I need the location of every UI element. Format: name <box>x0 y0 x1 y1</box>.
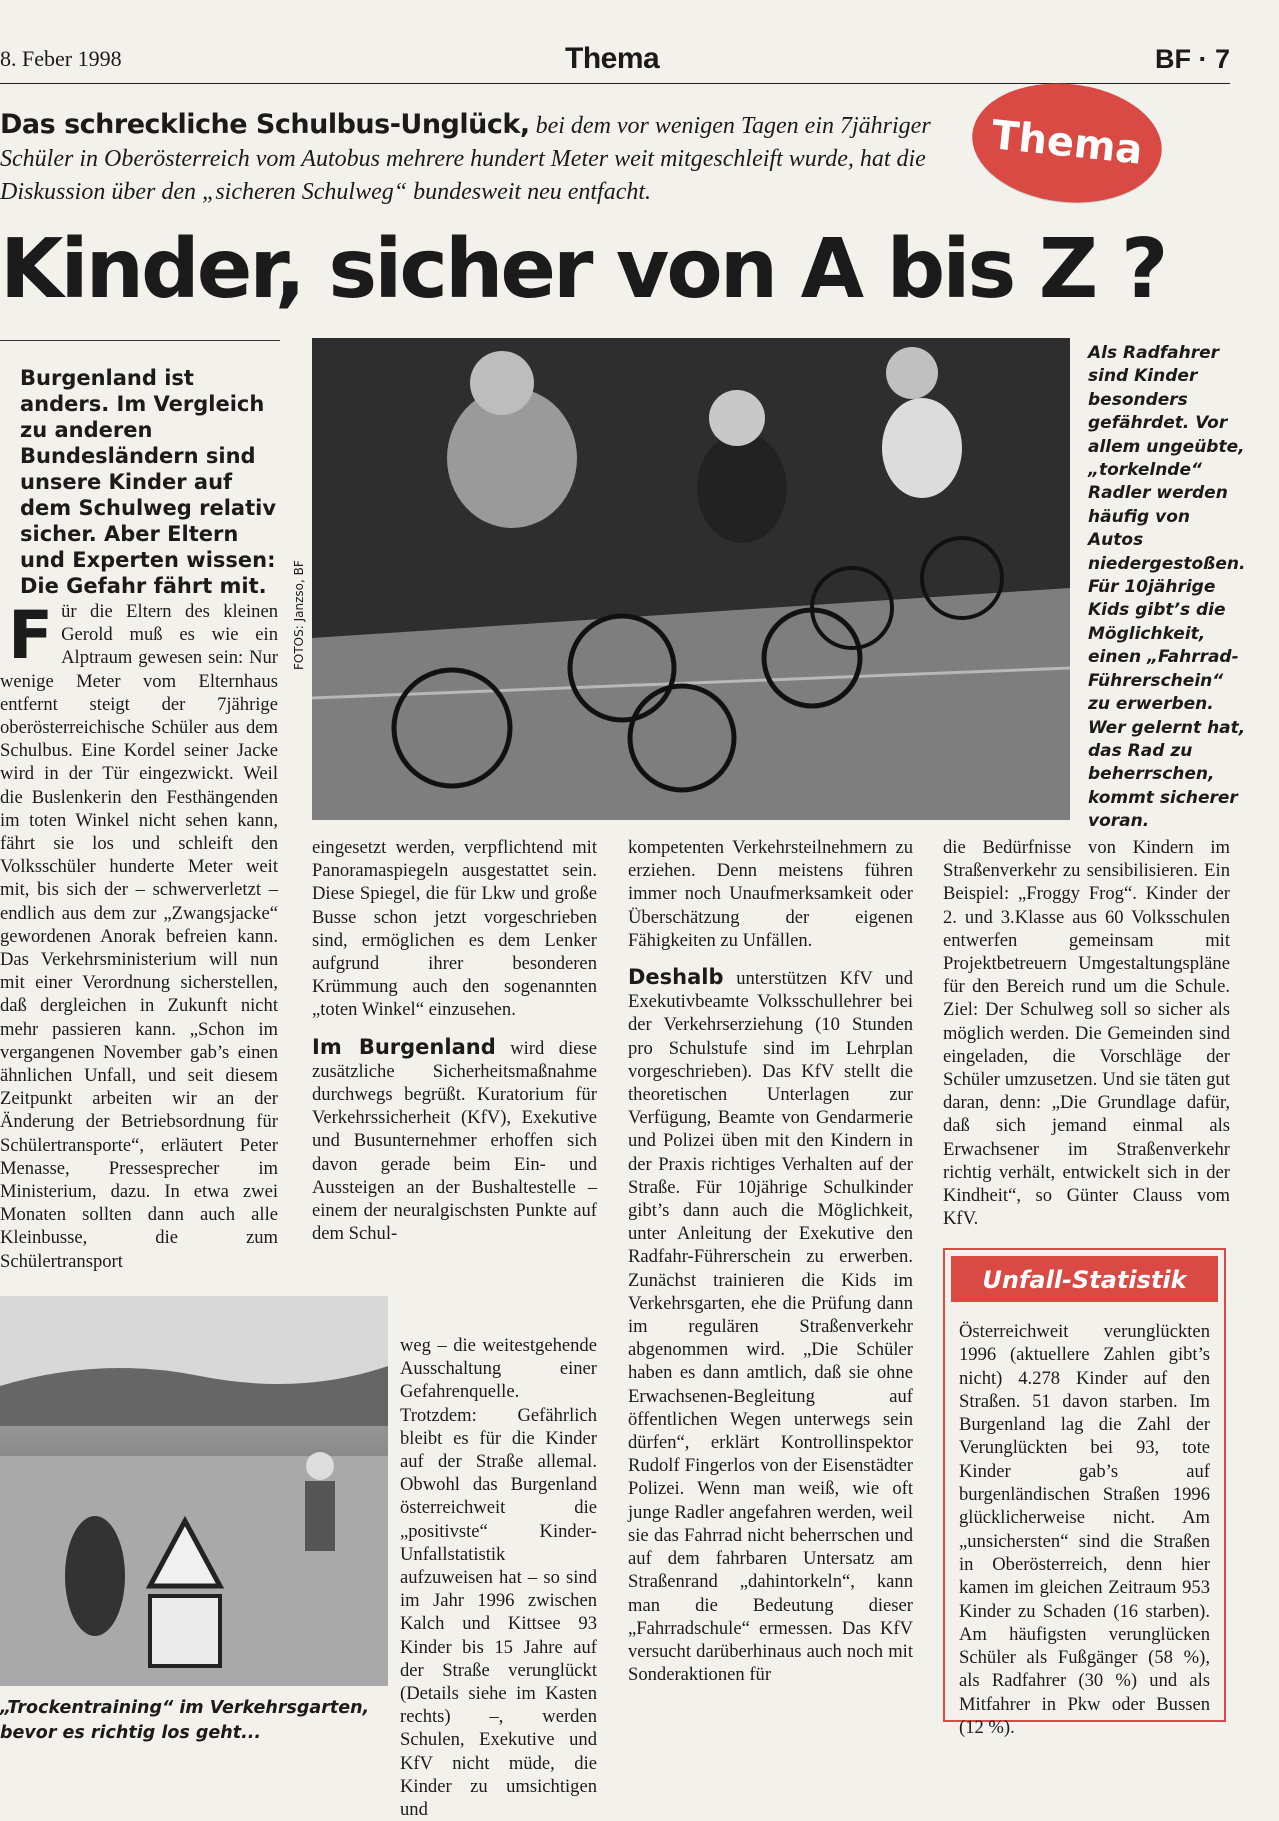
issue-date: 8. Feber 1998 <box>0 46 122 71</box>
training-caption: „Trockentraining“ im Verkehrsgarten, bevor es richtig los geht... <box>0 1698 370 1743</box>
thema-badge-label: Thema <box>989 112 1145 174</box>
statistics-title: Unfall-Statistik <box>951 1256 1218 1302</box>
cyclists-photo <box>312 338 1070 820</box>
lead-rule <box>0 340 280 341</box>
statistics-box <box>943 1248 1226 1739</box>
section-title: Thema <box>565 42 660 75</box>
article-column-2-para-2-text: wird diese zusätzliche Sicherheitsmaßnahme durchwegs begrüßt. Kuratorium für Verkehrssicherheit (KfV), Exekutive und Busunternehmer erhoffen sich davon gerade beim Ein- und Aussteigen an der Bushaltestelle – einem der neuralgischsten Punkte auf dem Schul- <box>312 1037 597 1245</box>
article-column-2 <box>312 836 597 1245</box>
subhead-deshalb: Deshalb <box>628 965 724 990</box>
lead-text: Burgenland ist anders. Im Vergleich zu anderen Bundesländern sind unsere Kinder auf dem Schulweg relativ sicher. Aber Eltern und Experten wissen: Die Gefahr fährt mit. <box>20 366 277 598</box>
page-number: BF · 7 <box>1154 44 1230 74</box>
intro-text <box>0 108 960 209</box>
article-column-3-para-2-text: unterstützen KfV und Exekutivbeamte Volksschullehrer bei der Verkehrserziehung (10 Stunden pro Schulstufe sind im Lehrplan vorgeschrieben). Das KfV stellt die theoretischen Unterlagen zur Verfügung, Beamte von Gendarmerie und Polizei üben mit den Kindern in der Praxis richtiges Verhalten auf der Straße. Für 10jährige Schulkinder gibt’s dann auch die Möglichkeit, unter Anleitung der Exekutive den Radfahr-Führerschein zu erwerben. Zunächst trainieren die Kids im Verkehrsgarten, ehe die Prüfung dann im regulären Straßenverkehr abgenommen wird. „Die Schüler haben es dann amtlich, daß sie ohne Erwachsenen-Begleitung auf öffentlichen Wegen unterwegs sein dürfen“, erklärt Kontrollinspektor Rudolf Fingerlos von der Eisenstädter Polizei. Wenn man weiß, wie oft junge Radler angefahren werden, weil sie das Fahrrad nicht beherrschen und auf dem fahrbaren Untersatz am Straßenrand „dahintorkeln“, kann man die Bedeutung dieser „Fahrradschule“ ermessen. Das KfV versucht darüberhinaus auch noch mit Sonderaktionen für <box>628 968 913 1686</box>
page-header <box>0 38 1230 84</box>
subhead-burgenland: Im Burgenland <box>312 1034 496 1059</box>
article-column-3 <box>628 836 913 1686</box>
cyclists-photo-illustration <box>312 338 1070 820</box>
headline: Kinder, sicher von A bis Z ? <box>0 222 1166 317</box>
intro-lead: Das schreckliche Schulbus-Unglück, <box>0 109 530 140</box>
article-column-2-continued: weg – die weitestgehende Ausschaltung einer Gefahrenquelle. Trotzdem: Gefährlich bleibt es für die Kinder auf der Straße allemal. Obwohl das Burgenland österreichweit die „positivste“ Kinder-Unfallstatistik aufzuweisen hat – so sind im Jahr 1996 zwischen Kalch und Kittsee 93 Kinder bis 15 Jahre auf der Straße verunglückt (Details siehe im Kasten rechts) –, werden Schulen, Exekutive und KfV nicht müde, die Kinder zu umsichtigen und <box>400 1335 597 1821</box>
drop-cap: F <box>8 597 54 674</box>
photo-credit: FOTOS: Janzso, BF <box>292 560 306 670</box>
thema-badge <box>966 74 1167 211</box>
article-column-2-para-2 <box>312 1036 597 1246</box>
article-column-3-para-1: kompetenten Verkehrsteilnehmern zu erziehen. Denn meistens führen immer noch Unaufmerksamkeit oder Überschätzung der eigenen Fähigkeiten zu Unfällen. <box>628 837 913 951</box>
article-column-1-text: ür die Eltern des kleinen Gerold muß es wie ein Alptraum gewesen sein: Nur wenige Meter vom Elternhaus entfernt steigt der 7jährige oberösterreichische Schüler aus dem Schulbus. Eine Kordel seiner Jacke wird in der Tür eingezwickt. Weil die Buslenkerin den Festhängenden im toten Winkel nicht sehen kann, fährt sie los und schleift den Volksschüler hunderte Meter weit mit, bis sich der – schwerverletzt – endlich aus dem zur „Zwangsjacke“ gewordenen Anorak befreien kann. Das Verkehrsministerium will nun mit einer Verordnung sicherstellen, daß dergleichen in Zukunft nicht mehr passieren kann. „Schon im vergangenen November gab’s einen ähnlichen Unfall, und seit diesem Zeitpunkt arbeiten wir an der Änderung der Betriebsordnung für Schülertransporte“, erläutert Peter Menasse, Pressesprecher im Ministerium, dazu. In etwa zwei Monaten sollten dann auch alle Kleinbusse, die zum Schülertransport <box>0 601 278 1272</box>
article-column-3-para-2 <box>628 966 913 1686</box>
cyclists-caption: Als Radfahrer sind Kinder besonders gefährdet. Vor allem ungeübte, „torkelnde“ Radler werden häufig von Autos niedergestoßen. Für 10jährige Kids gibt’s die Möglichkeit, einen „Fahrrad-Führerschein“ zu erwerben. Wer gelernt hat, das Rad zu beherrschen, kommt sicherer voran. <box>1088 343 1246 832</box>
training-photo-illustration <box>0 1296 388 1686</box>
article-column-4: die Bedürfnisse von Kindern im Straßenverkehr zu sensibilisieren. Ein Beispiel: „Froggy Frog“. Kinder der 2. und 3.Klasse aus 60 Volksschulen entwerfen gemeinsam mit Projektbetreuern Umgestaltungspläne für den Bereich rund um die Schule. Ziel: Der Schulweg soll so sicher als möglich werden. Die Gemeinden sind eingeladen, die Vorschläge der Schüler umzusetzen. Und sie täten gut daran, denn: „Die Grundlage dafür, daß sich jemand einmal als Erwachsener im Straßenverkehr richtig verhält, entwickelt sich in der Kindheit“, so Günter Clauss vom KfV. <box>943 837 1230 1230</box>
training-photo <box>0 1296 388 1686</box>
article-column-2-para-1: eingesetzt werden, verpflichtend mit Panoramaspiegeln ausgestattet sein. Diese Spiegel, die für Lkw und große Busse schon jetzt vorgeschrieben sind, ermöglichen es dem Lenker aufgrund ihrer besonderen Krümmung auch den sogenannten „toten Winkel“ einzusehen. <box>312 837 597 1021</box>
article-column-1 <box>0 597 278 1273</box>
intro-rest: bei dem vor wenigen Tagen ein 7jähriger Schüler in Oberösterreich vom Autobus mehrere hundert Meter weit mitgeschleift wurde, hat die Diskussion über den „sicheren Schulweg“ bundesweit neu entfacht. <box>0 113 931 205</box>
statistics-text: Österreichweit verunglückten 1996 (aktuellere Zahlen gibt’s nicht) 4.278 Kinder auf den Straßen. 51 davon starben. Im Burgenland lag die Zahl der Verunglückten bei 93, tote Kinder gab’s auf burgenländischen Straßen 1996 glücklicherweise nicht. Am „unsichersten“ sind die Straßen in Oberösterreich, denn hier kamen im gleichen Zeitraum 953 Kinder zu Schaden (16 starben). Am häufigsten verunglücken Schüler als Fußgänger (58 %), als Radfahrer (30 %) und als Mitfahrer in Pkw oder Bussen (12 %). <box>959 1321 1210 1739</box>
